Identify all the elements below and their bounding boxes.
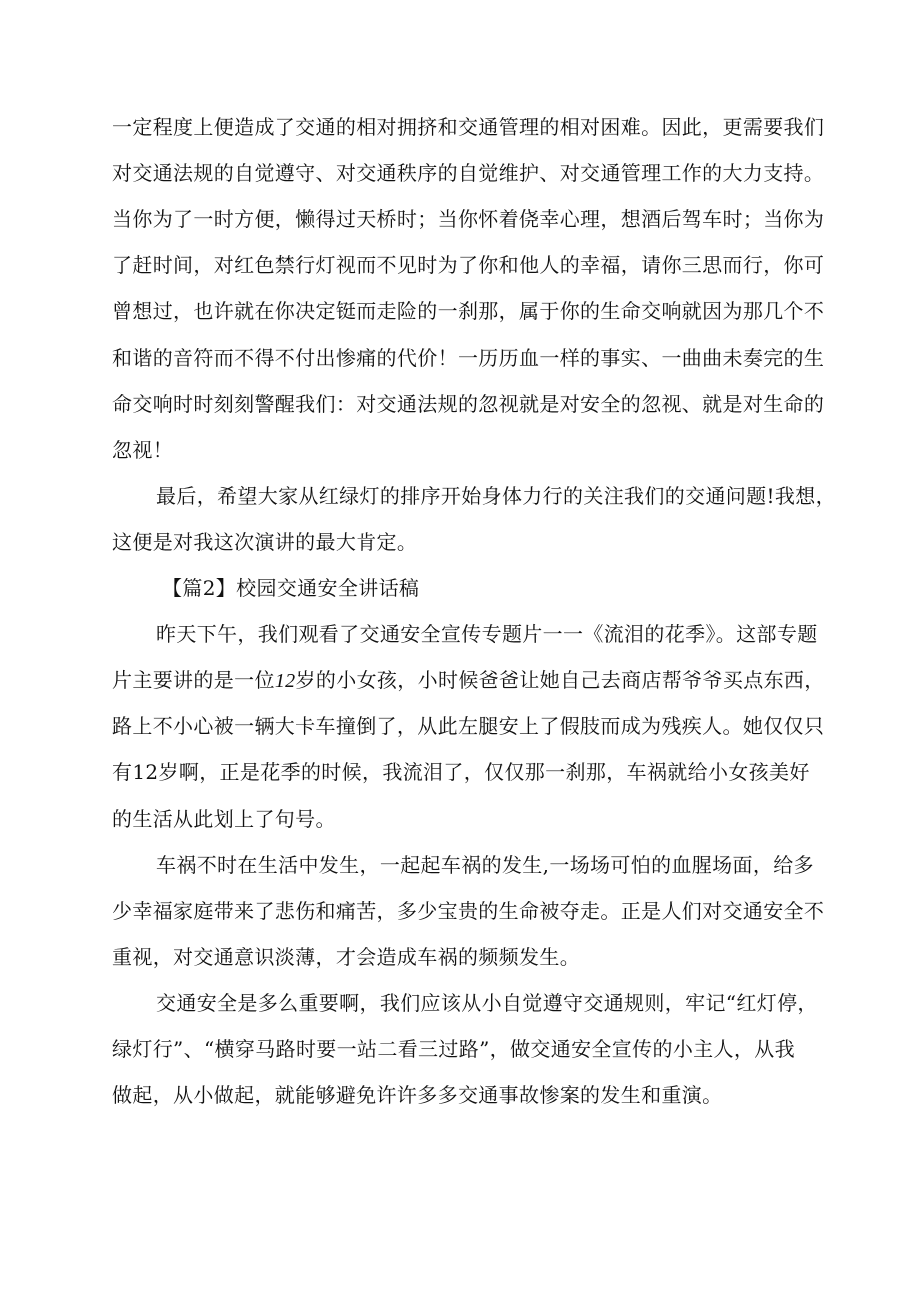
text-line: 曾想过，也许就在你决定铤而走险的一刹那，属于你的生命交响就因为那几个不 bbox=[112, 299, 825, 324]
text-line: 这便是对我这次演讲的最大肯定。 bbox=[112, 529, 418, 554]
section-heading: 【篇2】校园交通安全讲话稿 bbox=[162, 576, 420, 600]
text-line: 重视，对交通意识淡薄，才会造成车祸的频频发生。 bbox=[112, 944, 581, 969]
text-line: 忽视！ bbox=[112, 437, 174, 462]
text-line: 交通安全是多么重要啊，我们应该从小自觉遵守交通规则，牢记“红灯停， bbox=[156, 990, 818, 1015]
text-line: 最后，希望大家从红绿灯的排序开始身体力行的关注我们的交通问题!我想， bbox=[156, 483, 836, 508]
text-line: 的生活从此划上了句号。 bbox=[112, 806, 336, 831]
text-line: 昨天下午，我们观看了交通安全宣传专题片一一《流泪的花季》。这部专题 bbox=[156, 622, 818, 647]
text-line: 有12岁啊，正是花季的时候，我流泪了，仅仅那一刹那，车祸就给小女孩美好 bbox=[112, 760, 810, 785]
text-line: 对交通法规的自觉遵守、对交通秩序的自觉维护、对交通管理工作的大力支持。 bbox=[112, 161, 825, 186]
text-line: 做起，从小做起，就能够避免许许多多交通事故惨案的发生和重演。 bbox=[112, 1083, 723, 1108]
text-line: 和谐的音符而不得不付出惨痛的代价！一历历血一样的事实、一曲曲未奏完的生 bbox=[112, 345, 825, 370]
text-line: 了赶时间，对红色禁行灯视而不见时为了你和他人的幸福，请你三思而行，你可 bbox=[112, 253, 825, 278]
text-line: 车祸不时在生活中发生，一起起车祸的发生,一场场可怕的血腥场面，给多 bbox=[156, 852, 814, 877]
text-line: 路上不小心被一辆大卡车撞倒了，从此左腿安上了假肢而成为残疾人。她仅仅只 bbox=[112, 714, 825, 739]
text-segment: 片主要讲的是一位 bbox=[112, 668, 275, 693]
text-line: 绿灯行”、“横穿马路时要一站二看三过路”，做交通安全宣传的小主人，从我 bbox=[112, 1037, 795, 1061]
text-line: 少幸福家庭带来了悲伤和痛苦，多少宝贵的生命被夺走。正是人们对交通安全不 bbox=[112, 898, 825, 923]
age-number: 12 bbox=[274, 670, 296, 693]
text-line: 一定程度上便造成了交通的相对拥挤和交通管理的相对困难。因此，更需要我们 bbox=[112, 115, 825, 139]
text-line: 命交响时时刻刻警醒我们：对交通法规的忽视就是对安全的忽视、就是对生命的 bbox=[112, 391, 825, 416]
text-line bbox=[112, 668, 825, 693]
text-line: 当你为了一时方便，懒得过天桥时；当你怀着侥幸心理，想酒后驾车时；当你为 bbox=[112, 207, 825, 232]
text-segment: 岁的小女孩，小时候爸爸让她自己去商店帮爷爷买点东西， bbox=[295, 668, 825, 693]
